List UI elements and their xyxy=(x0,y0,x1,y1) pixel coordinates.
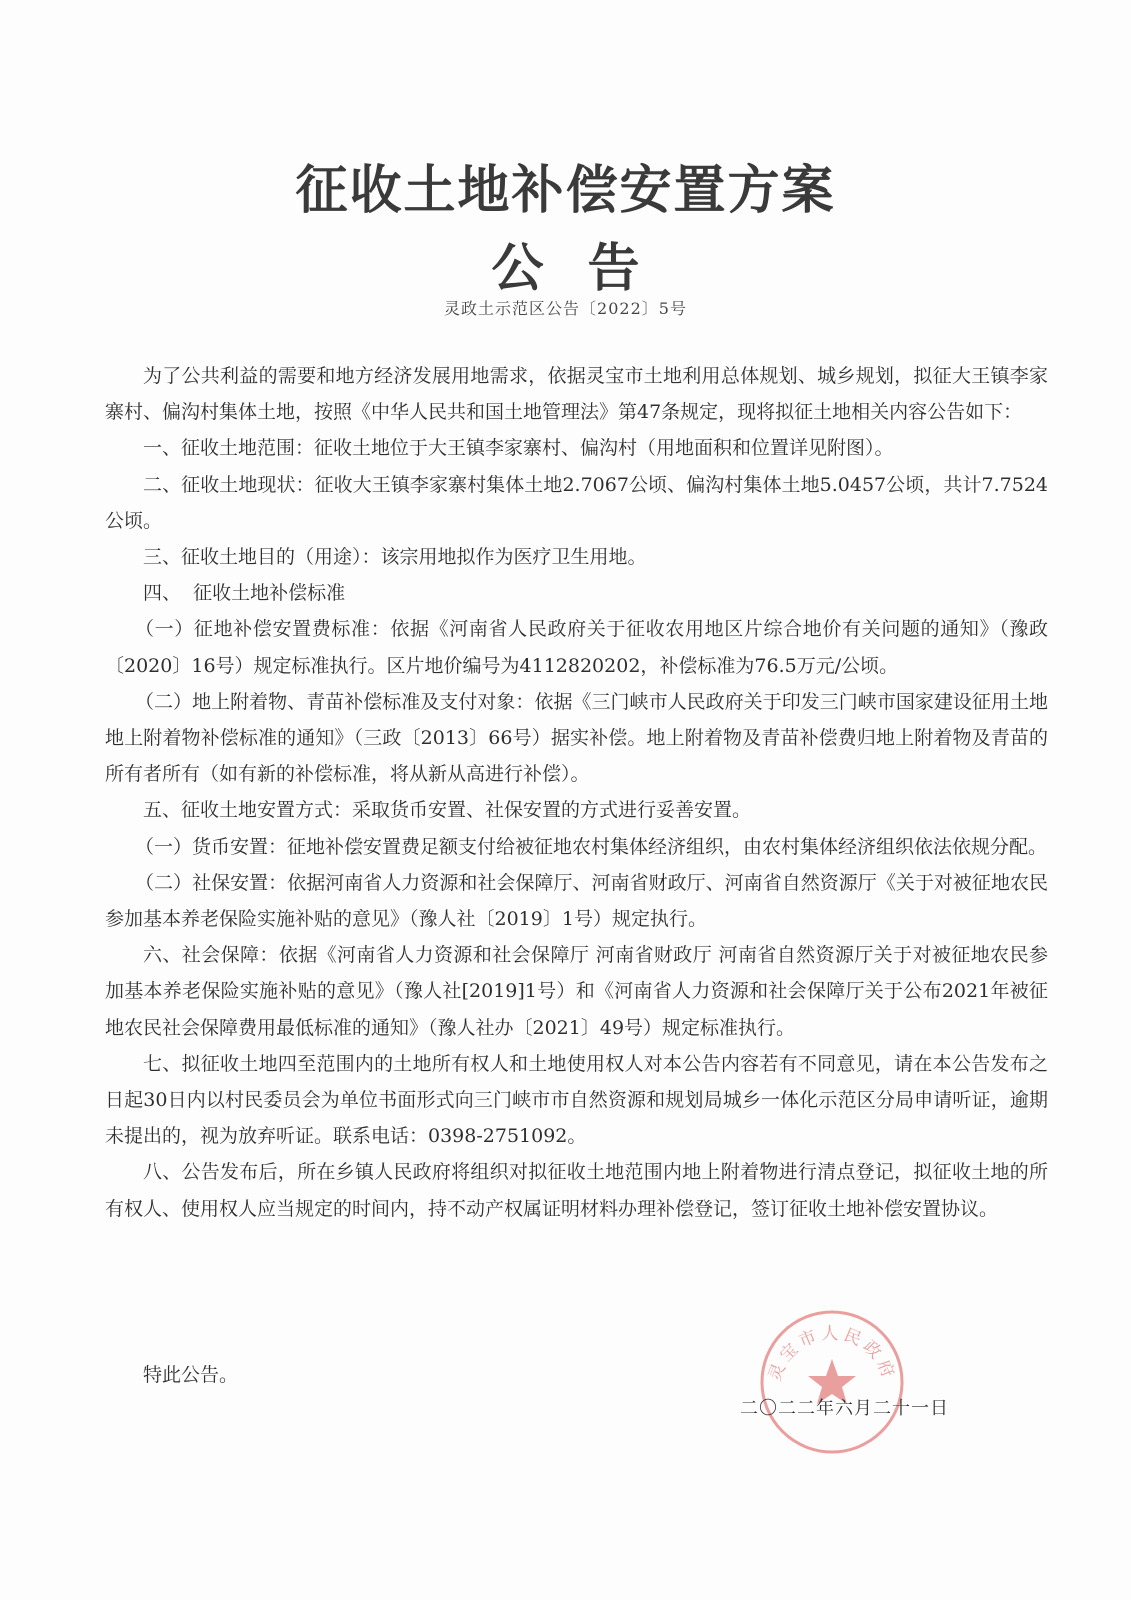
document-title: 征收土地补偿安置方案 xyxy=(295,161,836,221)
closing-text: 特此公告。 xyxy=(143,1364,239,1386)
document-number: 灵政土示范区公告〔2022〕5号 xyxy=(444,299,687,318)
paragraph-section-2: 二、征收土地现状：征收大王镇李家寨村集体土地2.7067公顷、偏沟村集体土地5.0457公顷，共计7.7524公顷。 xyxy=(105,473,1048,532)
paragraph-section-3: 三、征收土地目的（用途）：该宗用地拟作为医疗卫生用地。 xyxy=(143,546,647,569)
paragraph-section-5-1: （一）货币安置：征地补偿安置费足额支付给被征地农村集体经济组织，由农村集体经济组织依法依规分配。 xyxy=(135,835,1048,858)
document-body xyxy=(105,358,1048,1227)
paragraph-intro: 为了公共利益的需要和地方经济发展用地需求，依据灵宝市土地利用总体规划、城乡规划，拟征大王镇李家寨村、偏沟村集体土地，按照《中华人民共和国土地管理法》第47条规定，现将拟征土地相关内容公告如下： xyxy=(105,365,1048,424)
paragraph-section-5: 五、征收土地安置方式：采取货币安置、社保安置的方式进行妥善安置。 xyxy=(143,799,752,822)
paragraph-section-1: 一、征收土地范围：征收土地位于大王镇李家寨村、偏沟村（用地面积和位置详见附图）。 xyxy=(143,437,894,460)
document-subtitle: 公告 xyxy=(491,239,684,299)
paragraph-section-5-2: （二）社保安置：依据河南省人力资源和社会保障厅、河南省财政厅、河南省自然资源厅《关于对被征地农民参加基本养老保险实施补贴的意见》（豫人社〔2019〕1号）规定执行。 xyxy=(105,871,1048,931)
paragraph-section-4-heading: 四、 征收土地补偿标准 xyxy=(143,582,346,605)
paragraph-section-6: 六、社会保障：依据《河南省人力资源和社会保障厅 河南省财政厅 河南省自然资源厅关于对被征地农民参加基本养老保险实施补贴的意见》（豫人社[2019]1号）和《河南省人力资源和社会保障厅关于公布2021年被征地农民社会保障费用最低标准的通知》（豫人社办〔2021〕49号）规定标准执行。 xyxy=(105,944,1048,1039)
seal-text: 灵宝市人民政府 xyxy=(764,1324,900,1384)
paragraph-section-4-1: （一）征地补偿安置费标准：依据《河南省人民政府关于征收农用地区片综合地价有关问题的通知》（豫政〔2020〕16号）规定标准执行。区片地价编号为4112820202，补偿标准为76.5万元/公顷。 xyxy=(105,618,1048,677)
official-seal-stamp xyxy=(757,1307,907,1457)
document-date: 二〇二二年六月二十一日 xyxy=(740,1398,949,1419)
paragraph-section-7: 七、拟征收土地四至范围内的土地所有权人和土地使用权人对本公告内容若有不同意见，请在本公告发布之日起30日内以村民委员会为单位书面形式向三门峡市市自然资源和规划局城乡一体化示范区分局申请听证，逾期未提出的，视为放弃听证。联系电话：0398-2751092。 xyxy=(105,1052,1048,1148)
paragraph-section-8: 八、公告发布后，所在乡镇人民政府将组织对拟征收土地范围内地上附着物进行清点登记，拟征收土地的所有权人、使用权人应当规定的时间内，持不动产权属证明材料办理补偿登记，签订征收土地补偿安置协议。 xyxy=(105,1161,1048,1220)
paragraph-section-4-2: （二）地上附着物、青苗补偿标准及支付对象：依据《三门峡市人民政府关于印发三门峡市国家建设征用土地地上附着物补偿标准的通知》（三政〔2013〕66号）据实补偿。地上附着物及青苗补偿费归地上附着物及青苗的所有者所有（如有新的补偿标准，将从新从高进行补偿）。 xyxy=(105,690,1048,786)
